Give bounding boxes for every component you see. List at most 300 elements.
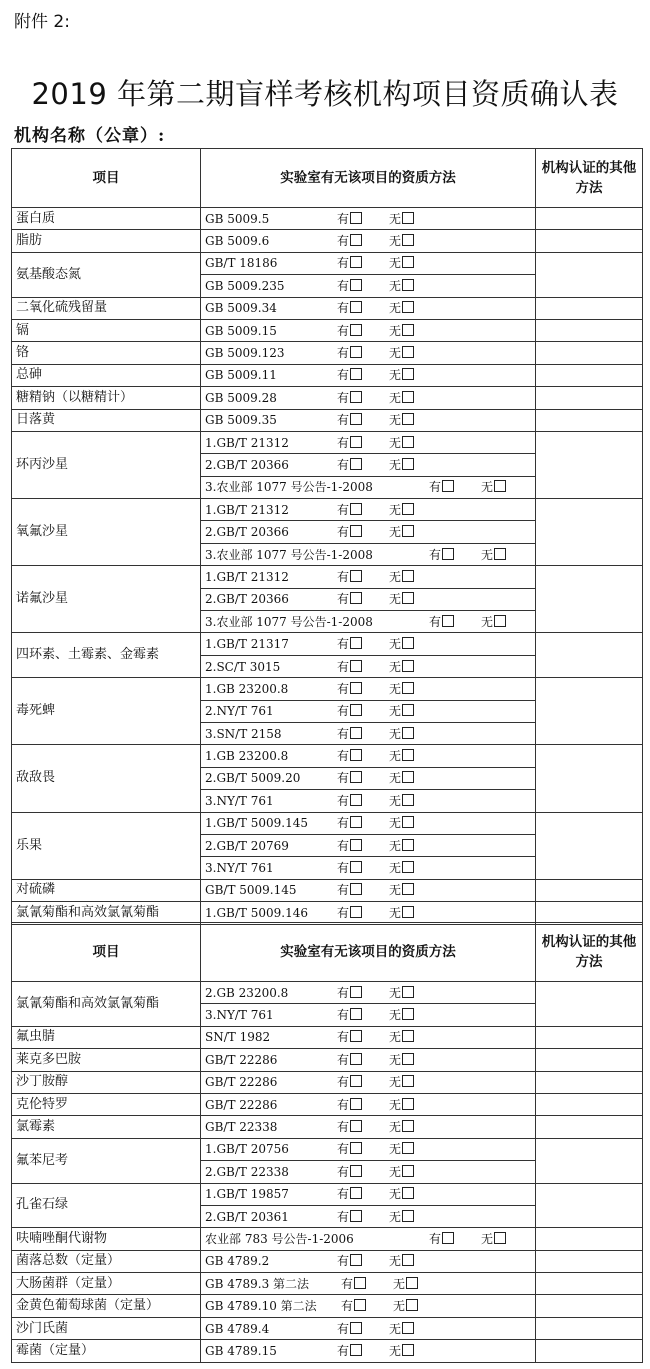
checkbox-yes[interactable]: [350, 1165, 362, 1177]
other-method-cell[interactable]: [536, 812, 643, 879]
checkbox-no[interactable]: [402, 346, 414, 358]
checkbox-no[interactable]: [402, 1098, 414, 1110]
checkbox-no[interactable]: [494, 480, 506, 492]
yes-option[interactable]: [337, 749, 362, 763]
other-method-cell[interactable]: [536, 879, 643, 901]
checkbox-yes[interactable]: [350, 660, 362, 672]
yes-option[interactable]: [337, 839, 362, 853]
no-label: 无: [389, 985, 402, 1000]
table-body-part-2: [12, 982, 643, 1363]
item-name: 沙门氏菌: [12, 1317, 201, 1339]
method-cell: [201, 902, 536, 924]
checkbox-no[interactable]: [402, 704, 414, 716]
method-standard: 2.GB/T 20769: [205, 838, 289, 853]
checkbox-no[interactable]: [402, 816, 414, 828]
yes-option[interactable]: [341, 1299, 366, 1313]
checkbox-yes[interactable]: [350, 391, 362, 403]
checkbox-no[interactable]: [402, 660, 414, 672]
other-method-cell[interactable]: [536, 1317, 643, 1339]
no-option[interactable]: [481, 615, 506, 629]
no-option[interactable]: [389, 525, 414, 539]
yes-option[interactable]: [337, 1142, 362, 1156]
no-option[interactable]: [389, 682, 414, 696]
no-option[interactable]: [389, 256, 414, 270]
other-method-cell[interactable]: [536, 499, 643, 566]
yes-option[interactable]: [337, 368, 362, 382]
yes-label: 有: [337, 771, 350, 786]
checkbox-no[interactable]: [402, 883, 414, 895]
yes-label: 有: [337, 726, 350, 741]
checkbox-yes[interactable]: [350, 346, 362, 358]
table-header-row: [12, 923, 643, 982]
no-label: 无: [389, 1120, 402, 1135]
no-option[interactable]: [389, 279, 414, 293]
yes-label: 有: [337, 457, 350, 472]
no-option[interactable]: [389, 1142, 414, 1156]
yes-option[interactable]: [337, 234, 362, 248]
checkbox-yes[interactable]: [350, 861, 362, 873]
checkbox-no[interactable]: [402, 861, 414, 873]
checkbox-no[interactable]: [402, 1165, 414, 1177]
checkbox-yes[interactable]: [350, 1210, 362, 1222]
checkbox-yes[interactable]: [442, 480, 454, 492]
yes-option[interactable]: [337, 1187, 362, 1201]
yes-option[interactable]: [337, 906, 362, 920]
checkbox-yes[interactable]: [350, 525, 362, 537]
yes-option[interactable]: [337, 346, 362, 360]
yes-option[interactable]: [337, 570, 362, 584]
no-option[interactable]: [389, 413, 414, 427]
no-option[interactable]: [481, 480, 506, 494]
method-standard: 1.GB/T 20756: [205, 1142, 289, 1157]
no-option[interactable]: [389, 704, 414, 718]
yes-option[interactable]: [337, 525, 362, 539]
other-method-cell[interactable]: [536, 431, 643, 498]
organization-name-label: 机构名称（公章）:: [14, 126, 166, 146]
yes-option[interactable]: [337, 1053, 362, 1067]
method-standard: GB/T 22338: [205, 1120, 278, 1135]
other-method-cell[interactable]: [536, 678, 643, 745]
checkbox-no[interactable]: [402, 682, 414, 694]
yes-option[interactable]: [337, 1254, 362, 1268]
no-label: 无: [389, 346, 402, 361]
checkbox-no[interactable]: [402, 1254, 414, 1266]
checkbox-yes[interactable]: [354, 1299, 366, 1311]
checkbox-no[interactable]: [402, 503, 414, 515]
checkbox-yes[interactable]: [350, 570, 362, 582]
checkbox-yes[interactable]: [350, 1322, 362, 1334]
no-option[interactable]: [389, 503, 414, 517]
other-method-cell[interactable]: [536, 230, 643, 252]
checkbox-yes[interactable]: [350, 458, 362, 470]
checkbox-yes[interactable]: [350, 749, 362, 761]
yes-option[interactable]: [337, 1075, 362, 1089]
checkbox-no[interactable]: [494, 1232, 506, 1244]
checkbox-yes[interactable]: [350, 682, 362, 694]
method-cell: [201, 1116, 536, 1138]
checkbox-yes[interactable]: [350, 1008, 362, 1020]
method-standard: GB 5009.15: [205, 323, 277, 338]
yes-option[interactable]: [337, 861, 362, 875]
yes-option[interactable]: [337, 458, 362, 472]
method-standard: GB 5009.11: [205, 368, 277, 383]
checkbox-no[interactable]: [402, 570, 414, 582]
yes-option[interactable]: [337, 1322, 362, 1336]
other-method-cell[interactable]: [536, 982, 643, 1027]
no-label: 无: [389, 749, 402, 764]
other-method-cell[interactable]: [536, 252, 643, 297]
checkbox-yes[interactable]: [350, 1142, 362, 1154]
checkbox-yes[interactable]: [354, 1277, 366, 1289]
no-option[interactable]: [389, 839, 414, 853]
checkbox-yes[interactable]: [350, 503, 362, 515]
table-row: [12, 1273, 643, 1295]
checkbox-no[interactable]: [402, 212, 414, 224]
item-name: 氯霉素: [12, 1116, 201, 1138]
yes-option[interactable]: [337, 660, 362, 674]
checkbox-no[interactable]: [402, 1187, 414, 1199]
checkbox-no[interactable]: [402, 324, 414, 336]
yes-label: 有: [337, 985, 350, 1000]
other-method-cell[interactable]: [536, 1295, 643, 1317]
yes-label: 有: [337, 435, 350, 450]
checkbox-no[interactable]: [402, 279, 414, 291]
checkbox-yes[interactable]: [350, 1030, 362, 1042]
no-option[interactable]: [389, 749, 414, 763]
no-option[interactable]: [389, 637, 414, 651]
yes-option[interactable]: [337, 301, 362, 315]
no-label: 无: [389, 1187, 402, 1202]
checkbox-no[interactable]: [402, 1142, 414, 1154]
no-label: 无: [389, 525, 402, 540]
yes-option[interactable]: [337, 794, 362, 808]
checkbox-no[interactable]: [406, 1299, 418, 1311]
yes-option[interactable]: [429, 548, 454, 562]
yes-option[interactable]: [337, 986, 362, 1000]
yes-option[interactable]: [337, 771, 362, 785]
checkbox-yes[interactable]: [350, 324, 362, 336]
checkbox-no[interactable]: [402, 794, 414, 806]
checkbox-yes[interactable]: [350, 1344, 362, 1356]
checkbox-no[interactable]: [402, 1053, 414, 1065]
yes-option[interactable]: [429, 1232, 454, 1246]
checkbox-no[interactable]: [402, 1344, 414, 1356]
method-cell: [201, 1295, 536, 1317]
no-option[interactable]: [481, 548, 506, 562]
no-option[interactable]: [389, 436, 414, 450]
no-option[interactable]: [389, 1344, 414, 1358]
checkbox-yes[interactable]: [350, 1254, 362, 1266]
checkbox-no[interactable]: [402, 839, 414, 851]
no-option[interactable]: [389, 660, 414, 674]
no-option[interactable]: [389, 212, 414, 226]
checkbox-yes[interactable]: [350, 368, 362, 380]
no-option[interactable]: [389, 883, 414, 897]
checkbox-yes[interactable]: [350, 771, 362, 783]
checkbox-no[interactable]: [402, 1075, 414, 1087]
other-method-cell[interactable]: [536, 387, 643, 409]
checkbox-yes[interactable]: [442, 1232, 454, 1244]
yes-option[interactable]: [337, 1030, 362, 1044]
other-method-cell[interactable]: [536, 902, 643, 924]
no-option[interactable]: [389, 1098, 414, 1112]
checkbox-yes[interactable]: [350, 234, 362, 246]
checkbox-no[interactable]: [402, 436, 414, 448]
checkbox-yes[interactable]: [350, 212, 362, 224]
no-option[interactable]: [389, 1165, 414, 1179]
checkbox-yes[interactable]: [350, 1120, 362, 1132]
no-option[interactable]: [389, 346, 414, 360]
checkbox-no[interactable]: [402, 368, 414, 380]
yes-option[interactable]: [429, 615, 454, 629]
yes-label: 有: [337, 390, 350, 405]
checkbox-yes[interactable]: [442, 548, 454, 560]
item-name: 蛋白质: [12, 208, 201, 230]
checkbox-yes[interactable]: [350, 1098, 362, 1110]
checkbox-no[interactable]: [402, 301, 414, 313]
no-option[interactable]: [389, 458, 414, 472]
checkbox-yes[interactable]: [350, 727, 362, 739]
no-label: 无: [389, 1008, 402, 1023]
checkbox-no[interactable]: [402, 525, 414, 537]
no-option[interactable]: [389, 234, 414, 248]
checkbox-yes[interactable]: [350, 256, 362, 268]
method-standard: 1.GB/T 21312: [205, 502, 289, 517]
checkbox-no[interactable]: [402, 1120, 414, 1132]
other-method-cell[interactable]: [536, 364, 643, 386]
no-label: 无: [389, 771, 402, 786]
checkbox-no[interactable]: [402, 906, 414, 918]
no-option[interactable]: [389, 1030, 414, 1044]
checkbox-yes[interactable]: [350, 1075, 362, 1087]
yes-label: 有: [337, 1209, 350, 1224]
no-label: 无: [389, 905, 402, 920]
checkbox-no[interactable]: [402, 1210, 414, 1222]
yes-label: 有: [337, 413, 350, 428]
checkbox-no[interactable]: [402, 458, 414, 470]
checkbox-no[interactable]: [402, 727, 414, 739]
no-option[interactable]: [389, 1008, 414, 1022]
other-method-cell[interactable]: [536, 342, 643, 364]
checkbox-yes[interactable]: [350, 279, 362, 291]
no-label: 无: [389, 1164, 402, 1179]
checkbox-yes[interactable]: [350, 883, 362, 895]
no-option[interactable]: [389, 592, 414, 606]
yes-option[interactable]: [337, 212, 362, 226]
no-option[interactable]: [389, 301, 414, 315]
checkbox-yes[interactable]: [350, 301, 362, 313]
no-label: 无: [389, 1075, 402, 1090]
checkbox-yes[interactable]: [350, 1187, 362, 1199]
yes-option[interactable]: [337, 436, 362, 450]
checkbox-yes[interactable]: [350, 986, 362, 998]
checkbox-no[interactable]: [494, 615, 506, 627]
yes-label: 有: [337, 793, 350, 808]
method-cell: [201, 1004, 536, 1026]
checkbox-no[interactable]: [402, 413, 414, 425]
other-method-cell[interactable]: [536, 1273, 643, 1295]
yes-option[interactable]: [337, 1165, 362, 1179]
checkbox-yes[interactable]: [442, 615, 454, 627]
other-method-cell[interactable]: [536, 1116, 643, 1138]
other-method-cell[interactable]: [536, 1138, 643, 1183]
method-standard: 3.NY/T 761: [205, 861, 274, 876]
no-label: 无: [389, 1097, 402, 1112]
other-method-cell[interactable]: [536, 1340, 643, 1362]
other-method-cell[interactable]: [536, 319, 643, 341]
checkbox-yes[interactable]: [350, 794, 362, 806]
yes-label: 有: [337, 1052, 350, 1067]
no-label: 无: [389, 592, 402, 607]
other-method-cell[interactable]: [536, 1071, 643, 1093]
method-standard: 2.GB/T 5009.20: [205, 771, 301, 786]
checkbox-no[interactable]: [402, 391, 414, 403]
yes-option[interactable]: [337, 1008, 362, 1022]
item-name: 镉: [12, 319, 201, 341]
no-option[interactable]: [389, 570, 414, 584]
no-option[interactable]: [389, 816, 414, 830]
yes-option[interactable]: [337, 592, 362, 606]
checkbox-no[interactable]: [402, 256, 414, 268]
other-method-cell[interactable]: [536, 745, 643, 812]
yes-label: 有: [341, 1299, 354, 1314]
method-cell: [201, 678, 536, 700]
yes-option[interactable]: [337, 637, 362, 651]
checkbox-no[interactable]: [406, 1277, 418, 1289]
yes-option[interactable]: [337, 727, 362, 741]
method-cell: [201, 476, 536, 498]
yes-option[interactable]: [337, 503, 362, 517]
no-option[interactable]: [389, 906, 414, 920]
yes-option[interactable]: [337, 682, 362, 696]
yes-option[interactable]: [337, 1120, 362, 1134]
method-cell: [201, 208, 536, 230]
no-option[interactable]: [393, 1299, 418, 1313]
yes-option[interactable]: [337, 413, 362, 427]
no-option[interactable]: [481, 1232, 506, 1246]
no-option[interactable]: [389, 771, 414, 785]
method-standard: GB 5009.123: [205, 346, 285, 361]
yes-option[interactable]: [337, 1098, 362, 1112]
no-option[interactable]: [389, 1187, 414, 1201]
header-item: 项目: [12, 923, 201, 982]
method-cell: [201, 857, 536, 879]
no-option[interactable]: [389, 391, 414, 405]
yes-label: 有: [337, 346, 350, 361]
checkbox-no[interactable]: [402, 986, 414, 998]
no-option[interactable]: [389, 1120, 414, 1134]
checkbox-yes[interactable]: [350, 592, 362, 604]
method-cell: [201, 879, 536, 901]
other-method-cell[interactable]: [536, 566, 643, 633]
method-cell: [201, 1183, 536, 1205]
other-method-cell[interactable]: [536, 1026, 643, 1048]
other-method-cell[interactable]: [536, 409, 643, 431]
yes-label: 有: [337, 1254, 350, 1269]
yes-option[interactable]: [341, 1277, 366, 1291]
other-method-cell[interactable]: [536, 1250, 643, 1272]
other-method-cell[interactable]: [536, 1228, 643, 1250]
yes-option[interactable]: [337, 704, 362, 718]
no-option[interactable]: [389, 986, 414, 1000]
other-method-cell[interactable]: [536, 1183, 643, 1228]
other-method-cell[interactable]: [536, 1049, 643, 1071]
table-row: [12, 297, 643, 319]
checkbox-yes[interactable]: [350, 1053, 362, 1065]
yes-option[interactable]: [337, 324, 362, 338]
checkbox-no[interactable]: [402, 749, 414, 761]
checkbox-no[interactable]: [402, 1322, 414, 1334]
method-standard: GB/T 5009.145: [205, 883, 297, 898]
checkbox-yes[interactable]: [350, 704, 362, 716]
no-option[interactable]: [389, 1075, 414, 1089]
method-cell: [201, 611, 536, 633]
method-standard: 3.农业部 1077 号公告-1-2008: [205, 547, 373, 562]
table-row: [12, 1228, 643, 1250]
checkbox-no[interactable]: [402, 771, 414, 783]
table-header-row: [12, 149, 643, 208]
no-option[interactable]: [389, 368, 414, 382]
yes-option[interactable]: [337, 279, 362, 293]
other-method-cell[interactable]: [536, 208, 643, 230]
yes-option[interactable]: [337, 883, 362, 897]
yes-label: 有: [337, 659, 350, 674]
item-name: 毒死蜱: [12, 678, 201, 745]
checkbox-no[interactable]: [494, 548, 506, 560]
no-label: 无: [389, 457, 402, 472]
yes-option[interactable]: [337, 1210, 362, 1224]
no-option[interactable]: [389, 1322, 414, 1336]
table-row: [12, 230, 643, 252]
checkbox-no[interactable]: [402, 1030, 414, 1042]
no-option[interactable]: [393, 1277, 418, 1291]
no-option[interactable]: [389, 324, 414, 338]
no-option[interactable]: [389, 727, 414, 741]
checkbox-yes[interactable]: [350, 906, 362, 918]
yes-option[interactable]: [337, 391, 362, 405]
no-option[interactable]: [389, 1254, 414, 1268]
checkbox-yes[interactable]: [350, 839, 362, 851]
no-label: 无: [389, 681, 402, 696]
other-method-cell[interactable]: [536, 633, 643, 678]
checkbox-yes[interactable]: [350, 413, 362, 425]
item-name: 总砷: [12, 364, 201, 386]
no-label: 无: [389, 413, 402, 428]
yes-option[interactable]: [429, 480, 454, 494]
checkbox-yes[interactable]: [350, 436, 362, 448]
other-method-cell[interactable]: [536, 1093, 643, 1115]
checkbox-yes[interactable]: [350, 637, 362, 649]
yes-label: 有: [337, 681, 350, 696]
no-label: 无: [389, 793, 402, 808]
no-option[interactable]: [389, 1053, 414, 1067]
checkbox-no[interactable]: [402, 1008, 414, 1020]
no-option[interactable]: [389, 794, 414, 808]
no-option[interactable]: [389, 1210, 414, 1224]
method-cell: [201, 364, 536, 386]
no-option[interactable]: [389, 861, 414, 875]
yes-option[interactable]: [337, 256, 362, 270]
table-row: [12, 1183, 643, 1205]
checkbox-no[interactable]: [402, 592, 414, 604]
checkbox-yes[interactable]: [350, 816, 362, 828]
other-method-cell[interactable]: [536, 297, 643, 319]
yes-label: 有: [337, 1030, 350, 1045]
checkbox-no[interactable]: [402, 637, 414, 649]
yes-option[interactable]: [337, 816, 362, 830]
checkbox-no[interactable]: [402, 234, 414, 246]
yes-option[interactable]: [337, 1344, 362, 1358]
